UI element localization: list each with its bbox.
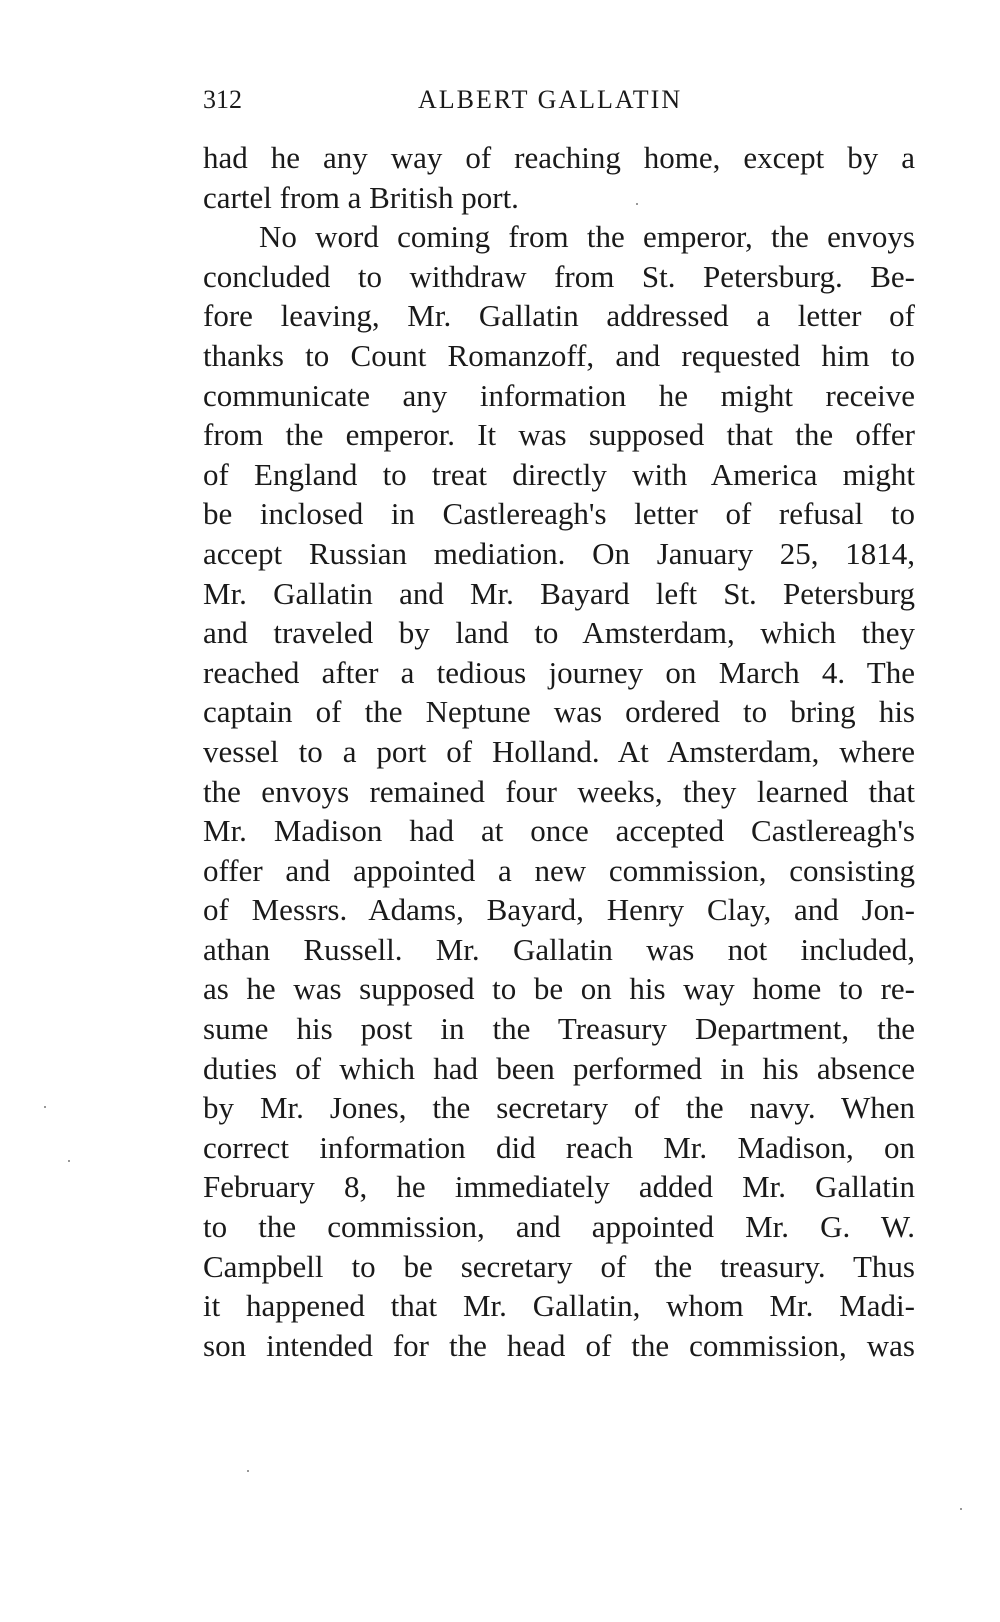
text-line: of Messrs. Adams, Bayard, Henry Clay, and Jon- [203, 892, 915, 928]
scan-speck [636, 203, 638, 205]
text-line: as he was supposed to be on his way home to re- [203, 971, 915, 1007]
running-head [203, 80, 915, 120]
text-line: vessel to a port of Holland. At Amsterdam, where [203, 733, 915, 769]
scan-speck [960, 1508, 962, 1510]
text-line: by Mr. Jones, the secretary of the navy. When [203, 1090, 915, 1126]
text-line: Campbell to be secretary of the treasury. Thus [203, 1248, 915, 1284]
text-line: Mr. Madison had at once accepted Castlereagh's [203, 813, 915, 849]
scan-speck [44, 1106, 46, 1108]
text-line: accept Russian mediation. On January 25, 1814, [203, 535, 915, 571]
text-line: February 8, he immediately added Mr. Gallatin [203, 1169, 915, 1205]
text-line: be inclosed in Castlereagh's letter of refusal to [203, 496, 915, 532]
text-line: athan Russell. Mr. Gallatin was not included, [203, 931, 915, 967]
text-line: son intended for the head of the commission, was [203, 1327, 915, 1363]
text-line: to the commission, and appointed Mr. G. W. [203, 1209, 915, 1245]
text-line: captain of the Neptune was ordered to bring his [203, 694, 915, 730]
text-line: it happened that Mr. Gallatin, whom Mr. Madi- [203, 1288, 915, 1324]
text-line: Mr. Gallatin and Mr. Bayard left St. Petersburg [203, 575, 915, 611]
text-line: the envoys remained four weeks, they learned that [203, 773, 915, 809]
text-line: sume his post in the Treasury Department, the [203, 1011, 915, 1047]
text-line: had he any way of reaching home, except by a [203, 140, 915, 175]
text-line: duties of which had been performed in his absence [203, 1050, 915, 1086]
text-line: concluded to withdraw from St. Petersburg. Be- [203, 258, 915, 294]
text-line: thanks to Count Romanzoff, and requested him to [203, 337, 915, 373]
text-line: communicate any information he might receive [203, 377, 915, 413]
text-line: reached after a tedious journey on March 4. The [203, 654, 915, 690]
scan-speck [247, 1470, 249, 1472]
text-line: fore leaving, Mr. Gallatin addressed a letter of [203, 298, 915, 334]
scan-speck [68, 1160, 70, 1162]
text-line: from the emperor. It was supposed that the offer [203, 417, 915, 453]
text-line: offer and appointed a new commission, consisting [203, 852, 915, 888]
text-line: and traveled by land to Amsterdam, which they [203, 615, 915, 651]
body-text [203, 138, 915, 1365]
text-line: correct information did reach Mr. Madison, on [203, 1129, 915, 1165]
text-line: cartel from a British port. [203, 179, 519, 215]
page-number: 312 [203, 85, 242, 114]
running-title: ALBERT GALLATIN [418, 85, 683, 114]
text-line: of England to treat directly with America might [203, 456, 915, 492]
text-line: No word coming from the emperor, the envoys [259, 219, 915, 255]
